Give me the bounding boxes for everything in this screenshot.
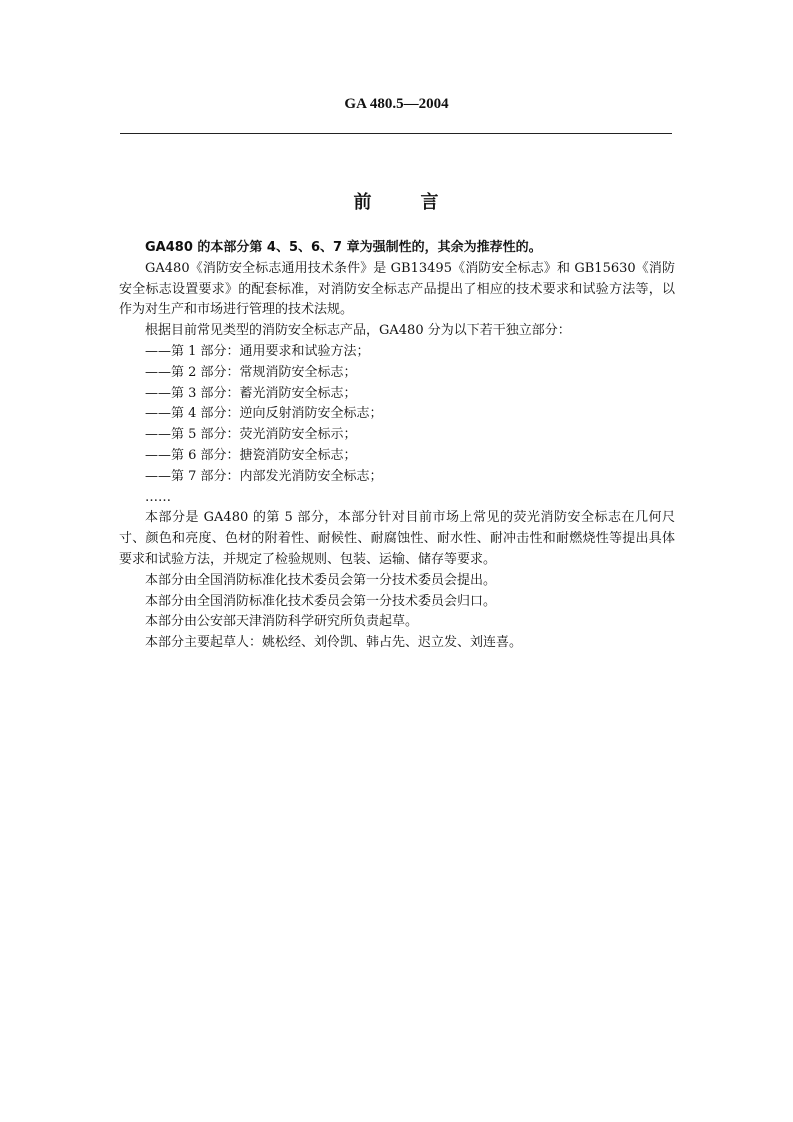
foreword-body xyxy=(119,238,675,654)
header-divider xyxy=(120,133,672,134)
list-item: ——第 1 部分：通用要求和试验方法； xyxy=(145,343,370,359)
standard-code: GA 480.5—2004 xyxy=(344,96,449,112)
list-item: ——第 3 部分：蓄光消防安全标志； xyxy=(145,385,357,401)
intro-paragraph: GA480《消防安全标志通用技术条件》是 GB13495《消防安全标志》和 GB15630《消防安全标志设置要求》的配套标准，对消防安全标志产品提出了相应的技术要求和试验方法等，以作为对生产和市场进行管理的技术法规。 xyxy=(119,260,675,318)
page-title xyxy=(0,188,793,214)
list-item: ——第 7 部分：内部发光消防安全标志； xyxy=(145,468,383,484)
drafted-by: 本部分由公安部天津消防科学研究所负责起草。 xyxy=(145,614,419,630)
mandatory-statement: GA480 的本部分第 4、5、6、7 章为强制性的，其余为推荐性的。 xyxy=(145,240,542,255)
list-item: ——第 6 部分：搪瓷消防安全标志； xyxy=(145,447,357,463)
managed-by: 本部分由全国消防标准化技术委员会第一分技术委员会归口。 xyxy=(145,593,497,609)
list-item: ——第 4 部分：逆向反射消防安全标志； xyxy=(145,406,383,422)
title-char-2: 言 xyxy=(420,192,440,213)
drafters: 本部分主要起草人：姚松经、刘伶凯、韩占先、迟立发、刘连喜。 xyxy=(145,635,523,651)
scope-paragraph: 本部分是 GA480 的第 5 部分，本部分针对目前市场上常见的荧光消防安全标志在几何尺寸、颜色和亮度、色材的附着性、耐候性、耐腐蚀性、耐水性、耐冲击性和耐燃烧性等提出具体要求和试验方法，并规定了检验规则、包装、运输、储存等要求。 xyxy=(119,510,675,567)
list-item: ——第 5 部分：荧光消防安全标示； xyxy=(145,427,357,443)
title-char-1: 前 xyxy=(353,192,373,213)
parts-intro: 根据目前常见类型的消防安全标志产品，GA480 分为以下若干独立部分： xyxy=(145,323,571,339)
list-item: ——第 2 部分：常规消防安全标志； xyxy=(145,364,357,380)
parts-list xyxy=(119,342,675,508)
proposed-by: 本部分由全国消防标准化技术委员会第一分技术委员会提出。 xyxy=(145,572,497,588)
list-item: …… xyxy=(145,489,171,505)
